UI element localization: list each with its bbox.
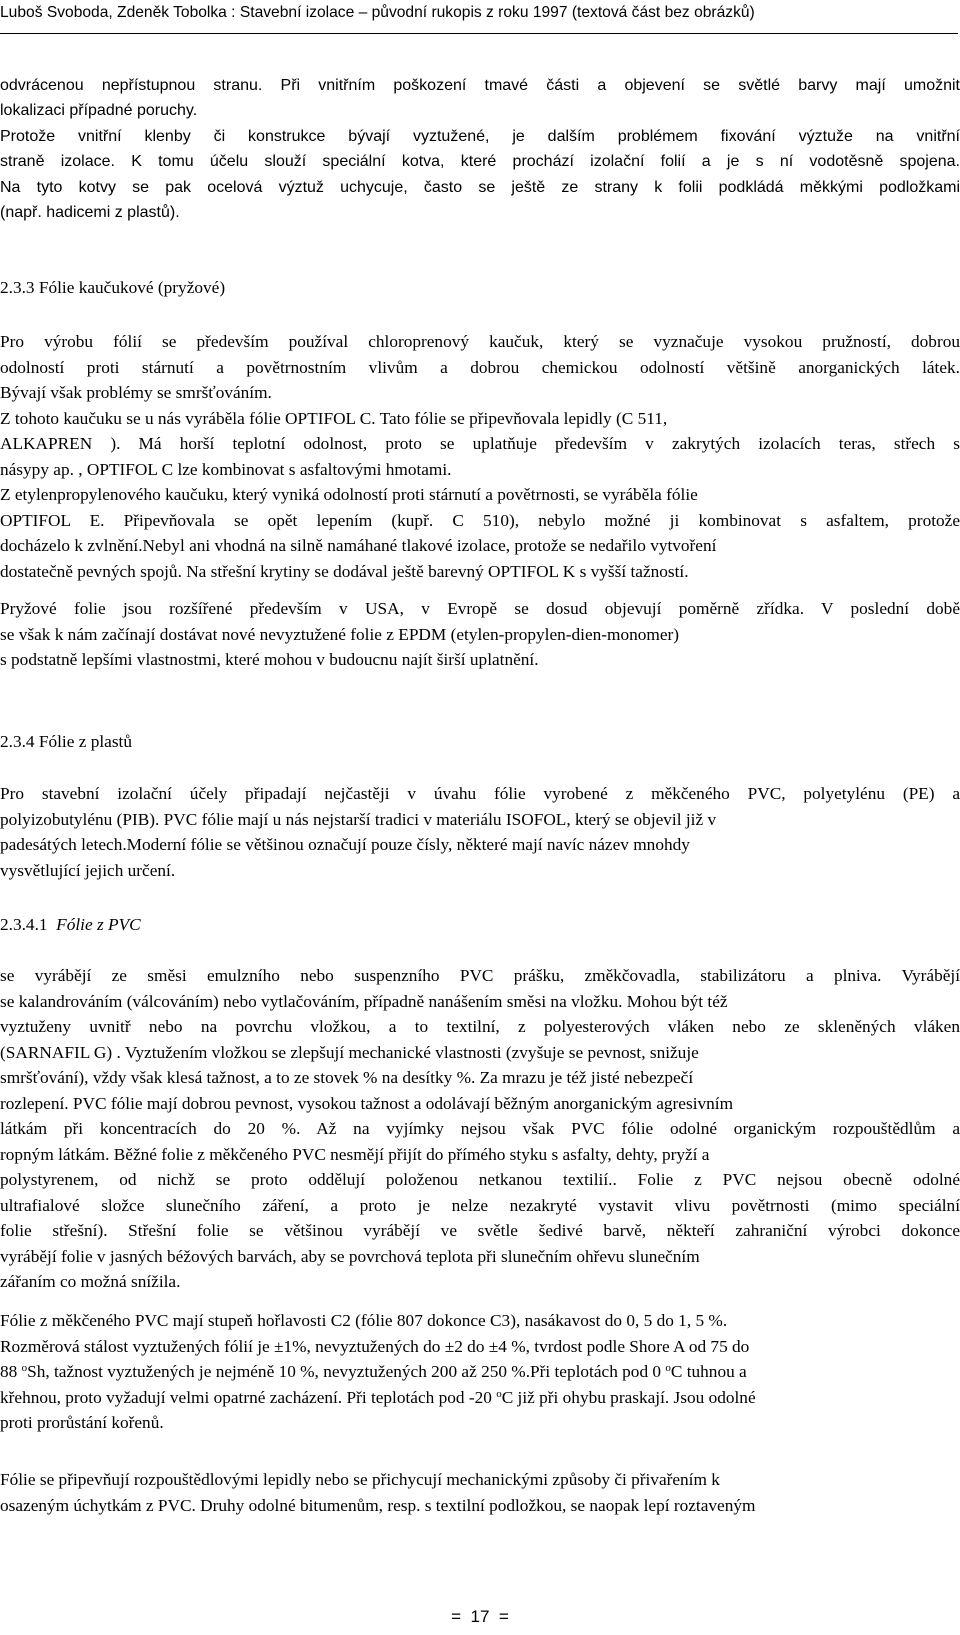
text-line [0, 1385, 960, 1411]
text-line: ALKAPREN ). Má horší teplotní odolnost, proto se uplatňuje především v zakrytých izolacích teras, střech s [0, 434, 960, 453]
text-line: vyrábějí folie v jasných béžových barvách, aby se povrchová teplota při slunečním ohřevu slunečním [0, 1246, 700, 1266]
text-line: (např. hadicemi z plastů). [0, 204, 180, 222]
text-line: lokalizaci případné poruchy. [0, 102, 198, 120]
text-run: Sh, tažnost vyztužených je nejméně 10 %, nevyztužených 200 až 250 %.Při teplotách pod 0 [27, 1362, 666, 1381]
text-line: proti prorůstání kořenů. [0, 1413, 164, 1432]
section-heading-2-3-3: 2.3.3 Fólie kaučukové (pryžové) [0, 278, 226, 297]
text-line: padesátých letech.Moderní fólie se většinou označují pouze čísly, některé mají navíc název mnohdy [0, 835, 690, 854]
text-line: straně izolace. K tomu účelu slouží speciální kotva, které prochází izolační folií a je s ní vodotěsně spojena. [0, 153, 960, 171]
section-2-3-4-paragraph-1 [0, 781, 960, 883]
degree-superscript: o [496, 1387, 502, 1400]
intro-paragraph [0, 73, 960, 225]
text-run: C tuhnou a [670, 1362, 747, 1381]
section-2-3-3-paragraph-1 [0, 329, 960, 584]
text-line: Z tohoto kaučuku se u nás vyráběla fólie OPTIFOL C. Tato fólie se připevňovala lepidly (C 511, [0, 408, 668, 428]
text-line: zářaním co možná snížila. [0, 1272, 181, 1291]
text-line: Fólie z měkčeného PVC mají stupeň hořlavosti C2 (fólie 807 dokonce C3), nasákavost do 0, 5 do 1, 5 %. [0, 1311, 728, 1330]
text-line: Protože vnitřní klenby či konstrukce bývají vyztužené, je dalším problémem fixování výztuže na vnitřní [0, 127, 960, 145]
section-2-3-4-1-paragraph-3 [0, 1467, 960, 1518]
section-2-3-3-paragraph-2 [0, 596, 960, 673]
degree-superscript: o [21, 1362, 28, 1374]
text-line: ropným látkám. Běžné folie z měkčeného PVC nesmějí přijít do přímého styku s asfalty, dehty, pryží a [0, 1144, 710, 1164]
text-line [0, 1359, 960, 1385]
text-line: smršťování), vždy však klesá tažnost, a to ze stovek % na desítky %. Za mrazu je též jisté nebezpečí [0, 1068, 694, 1087]
text-line: vysvětlující jejich určení. [0, 860, 176, 880]
section-number: 2.3.4.1 [0, 915, 48, 934]
text-line: odolností proti stárnutí a povětrnostním vlivům a dobrou chemickou odolností většině anorganických látek. [0, 357, 960, 377]
text-run: 88 [0, 1362, 22, 1381]
section-heading-2-3-4-1 [0, 912, 141, 937]
text-line: dostatečně pevných spojů. Na střešní krytiny se dodával ještě barevný OPTIFOL K s vyšší tažností. [0, 561, 689, 581]
text-line: se vyrábějí ze směsi emulzního nebo suspenzního PVC prášku, změkčovadla, stabilizátoru a plniva. Vyrábějí [0, 966, 960, 985]
text-line: látkám při koncentracích do 20 %. Až na vyjímky nejsou však PVC fólie odolné organickým rozpouštědlům a [0, 1119, 960, 1138]
section-heading-2-3-4: 2.3.4 Fólie z plastů [0, 732, 132, 751]
text-line: Pro stavební izolační účely připadají nejčastěji v úvahu fólie vyrobené z měkčeného PVC, polyetylénu (PE) a [0, 784, 960, 803]
text-line: Pro výrobu fólií se především používal chloroprenový kaučuk, který se vyznačuje vysokou pružností, dobrou [0, 332, 960, 351]
text-line: rozlepení. PVC fólie mají dobrou pevnost, vysokou tažnost a odolávají běžným anorganickým agresivním [0, 1093, 734, 1113]
header-rule [0, 33, 958, 34]
text-line: polyizobutylénu (PIB). PVC fólie mají u nás nejstarší tradici v materiálu ISOFOL, který se objevil již v [0, 809, 717, 829]
page-number: = 17 = [451, 1607, 509, 1626]
text-run: křehnou, proto vyžadují velmi opatrné zacházení. Při teplotách pod -20 [0, 1387, 497, 1407]
section-2-3-4-1-paragraph-1 [0, 963, 960, 1295]
text-line: Z etylenpropylenového kaučuku, který vyniká odolností proti stárnutí a povětrnosti, se vyráběla fólie [0, 485, 698, 504]
text-line: Pryžové folie jsou rozšířené především v USA, v Evropě se dosud objevují poměrně zřídka. V poslední době [0, 599, 960, 618]
text-line: ultrafialové složce slunečního záření, a proto je nelze nezakryté vystavit vlivu povětrnosti (mimo speciální [0, 1195, 960, 1215]
text-line: docházelo k zvlnění.Nebyl ani vhodná na silně namáhané tlakové izolace, protože se nedařilo vytvoření [0, 536, 717, 555]
text-line: Na tyto kotvy se pak ocelová výztuž uchycuje, často se ještě ze strany k folii podkládá měkkými podložkami [0, 178, 960, 196]
text-line: folie střešní). Střešní folie se většinou vyrábějí ve světle šedivé barvě, někteří zahraniční výrobci dokonce [0, 1221, 960, 1240]
text-line: Rozměrová stálost vyztužených fólií je ±1%, nevyztužených do ±2 do ±4 %, tvrdost podle Shore A od 75 do [0, 1336, 750, 1356]
document-header: Luboš Svoboda, Zdeněk Tobolka : Stavební izolace – původní rukopis z roku 1997 (textová část bez obrázků) [0, 4, 755, 21]
text-line: Fólie se připevňují rozpouštědlovými lepidly nebo se přichycují mechanickými způsoby či přivařením k [0, 1470, 720, 1489]
section-title: Fólie z PVC [56, 915, 141, 934]
text-line: vyztuženy uvnitř nebo na povrchu vložkou, a to textilní, z polyesterových vláken nebo ze skleněných vláken [0, 1017, 960, 1036]
degree-superscript: o [665, 1362, 671, 1374]
text-line: polystyrenem, od nichž se proto oddělují položenou netkanou textilií.. Folie z PVC nejsou obecně odolné [0, 1170, 960, 1189]
text-line: s podstatně lepšími vlastnostmi, které mohou v budoucnu najít širší uplatnění. [0, 650, 539, 669]
text-line: se však k nám začínají dostávat nové nevyztužené folie z EPDM (etylen-propylen-dien-monomer) [0, 624, 680, 644]
text-line: se kalandrováním (válcováním) nebo vytlačováním, případně nanášením směsi na vložku. Mohou být též [0, 991, 728, 1011]
text-line: (SARNAFIL G) . Vyztužením vložkou se zlepšují mechanické vlastnosti (zvyšuje se pevnost, snižuje [0, 1042, 699, 1062]
text-line: OPTIFOL E. Připevňovala se opět lepením (kupř. C 510), nebylo možné ji kombinovat s asfaltem, protože [0, 510, 960, 530]
text-line: odvrácenou nepřístupnou stranu. Při vnitřním poškození tmavé části a objevení se světlé barvy mají umožnit [0, 77, 960, 94]
text-line: osazeným úchytkám z PVC. Druhy odolné bitumenům, resp. s textilní podložkou, se naopak lepí roztaveným [0, 1495, 756, 1515]
text-line: násypy ap. , OPTIFOL C lze kombinovat s asfaltovými hmotami. [0, 459, 452, 479]
text-line: Bývají však problémy se smršťováním. [0, 383, 272, 402]
text-run: C již při ohybu praskají. Jsou odolné [501, 1387, 756, 1407]
section-2-3-4-1-paragraph-2 [0, 1308, 960, 1436]
